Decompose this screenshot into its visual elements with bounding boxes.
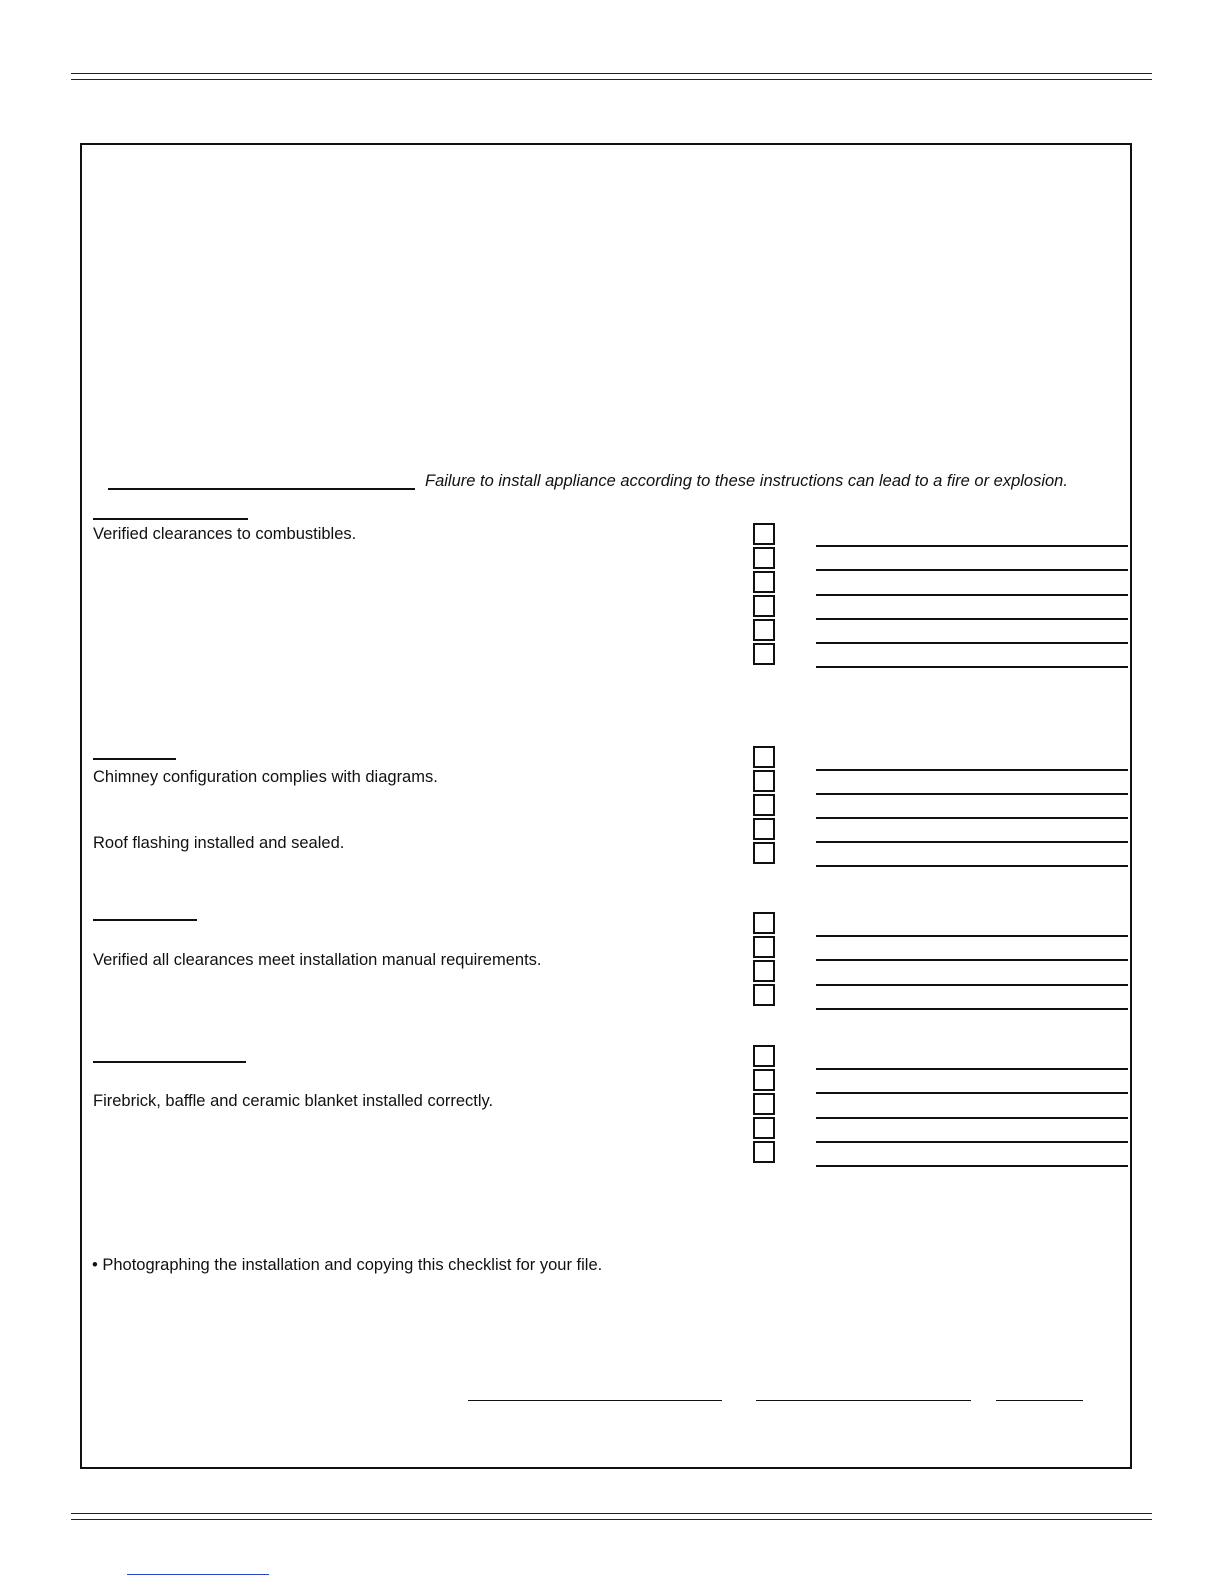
section-3-checkbox-1[interactable] xyxy=(753,912,775,934)
section-1-item: Verified clearances to combustibles. xyxy=(93,525,357,543)
section-3-item: Verified all clearances meet installation manual requirements. xyxy=(93,951,542,969)
section-2-write-line-3[interactable] xyxy=(816,817,1128,819)
warning-text: Failure to install appliance according to these instructions can lead to a fire or explosion. xyxy=(425,472,1068,490)
section-2-write-line-4[interactable] xyxy=(816,841,1128,843)
section-1-heading-underline xyxy=(93,518,248,520)
header-rule-bottom xyxy=(71,79,1152,80)
section-2-checkbox-2[interactable] xyxy=(753,770,775,792)
section-1-write-line-2[interactable] xyxy=(816,569,1128,571)
section-1-write-line-3[interactable] xyxy=(816,594,1128,596)
section-2-heading-underline xyxy=(93,758,176,760)
section-2-checkbox-5[interactable] xyxy=(753,842,775,864)
section-1-write-line-1[interactable] xyxy=(816,545,1128,547)
section-1-checkbox-2[interactable] xyxy=(753,547,775,569)
header-rule-top xyxy=(71,73,1152,74)
footer-rule-top xyxy=(71,1513,1152,1514)
section-3-write-line-4[interactable] xyxy=(816,1008,1128,1010)
section-2-checkbox-3[interactable] xyxy=(753,794,775,816)
name-line[interactable] xyxy=(756,1400,971,1401)
section-3-write-line-3[interactable] xyxy=(816,984,1128,986)
section-2-write-line-2[interactable] xyxy=(816,793,1128,795)
section-4-item: Firebrick, baffle and ceramic blanket installed correctly. xyxy=(93,1092,494,1110)
section-4-checkbox-2[interactable] xyxy=(753,1069,775,1091)
section-4-checkbox-1[interactable] xyxy=(753,1045,775,1067)
section-1-checkbox-1[interactable] xyxy=(753,523,775,545)
section-4-write-line-5[interactable] xyxy=(816,1165,1128,1167)
section-3-checkbox-2[interactable] xyxy=(753,936,775,958)
section-4-write-line-3[interactable] xyxy=(816,1117,1128,1119)
section-3-checkbox-4[interactable] xyxy=(753,984,775,1006)
section-1-checkbox-3[interactable] xyxy=(753,571,775,593)
section-4-write-line-4[interactable] xyxy=(816,1141,1128,1143)
section-1-write-line-5[interactable] xyxy=(816,642,1128,644)
photograph-note: • Photographing the installation and copying this checklist for your file. xyxy=(92,1256,603,1274)
section-3-heading-underline xyxy=(93,919,197,921)
section-2-item-2: Roof flashing installed and sealed. xyxy=(93,834,345,852)
section-2-checkbox-4[interactable] xyxy=(753,818,775,840)
section-4-checkbox-4[interactable] xyxy=(753,1117,775,1139)
section-1-checkbox-5[interactable] xyxy=(753,619,775,641)
section-4-write-line-2[interactable] xyxy=(816,1092,1128,1094)
section-1-checkbox-4[interactable] xyxy=(753,595,775,617)
section-4-checkbox-5[interactable] xyxy=(753,1141,775,1163)
section-2-write-line-1[interactable] xyxy=(816,769,1128,771)
section-1-write-line-4[interactable] xyxy=(816,618,1128,620)
section-3-write-line-2[interactable] xyxy=(816,959,1128,961)
section-4-checkbox-3[interactable] xyxy=(753,1093,775,1115)
footer-link[interactable] xyxy=(127,1574,269,1575)
date-line[interactable] xyxy=(996,1400,1083,1401)
section-1-write-line-6[interactable] xyxy=(816,666,1128,668)
section-1-checkbox-6[interactable] xyxy=(753,643,775,665)
signature-line[interactable] xyxy=(468,1400,722,1401)
section-3-checkbox-3[interactable] xyxy=(753,960,775,982)
warning-label-underline xyxy=(108,488,415,490)
section-3-write-line-1[interactable] xyxy=(816,935,1128,937)
section-4-heading-underline xyxy=(93,1061,246,1063)
section-2-checkbox-1[interactable] xyxy=(753,746,775,768)
section-2-item-1: Chimney configuration complies with diagrams. xyxy=(93,768,438,786)
section-2-write-line-5[interactable] xyxy=(816,865,1128,867)
section-4-write-line-1[interactable] xyxy=(816,1068,1128,1070)
footer-rule-bottom xyxy=(71,1519,1152,1520)
